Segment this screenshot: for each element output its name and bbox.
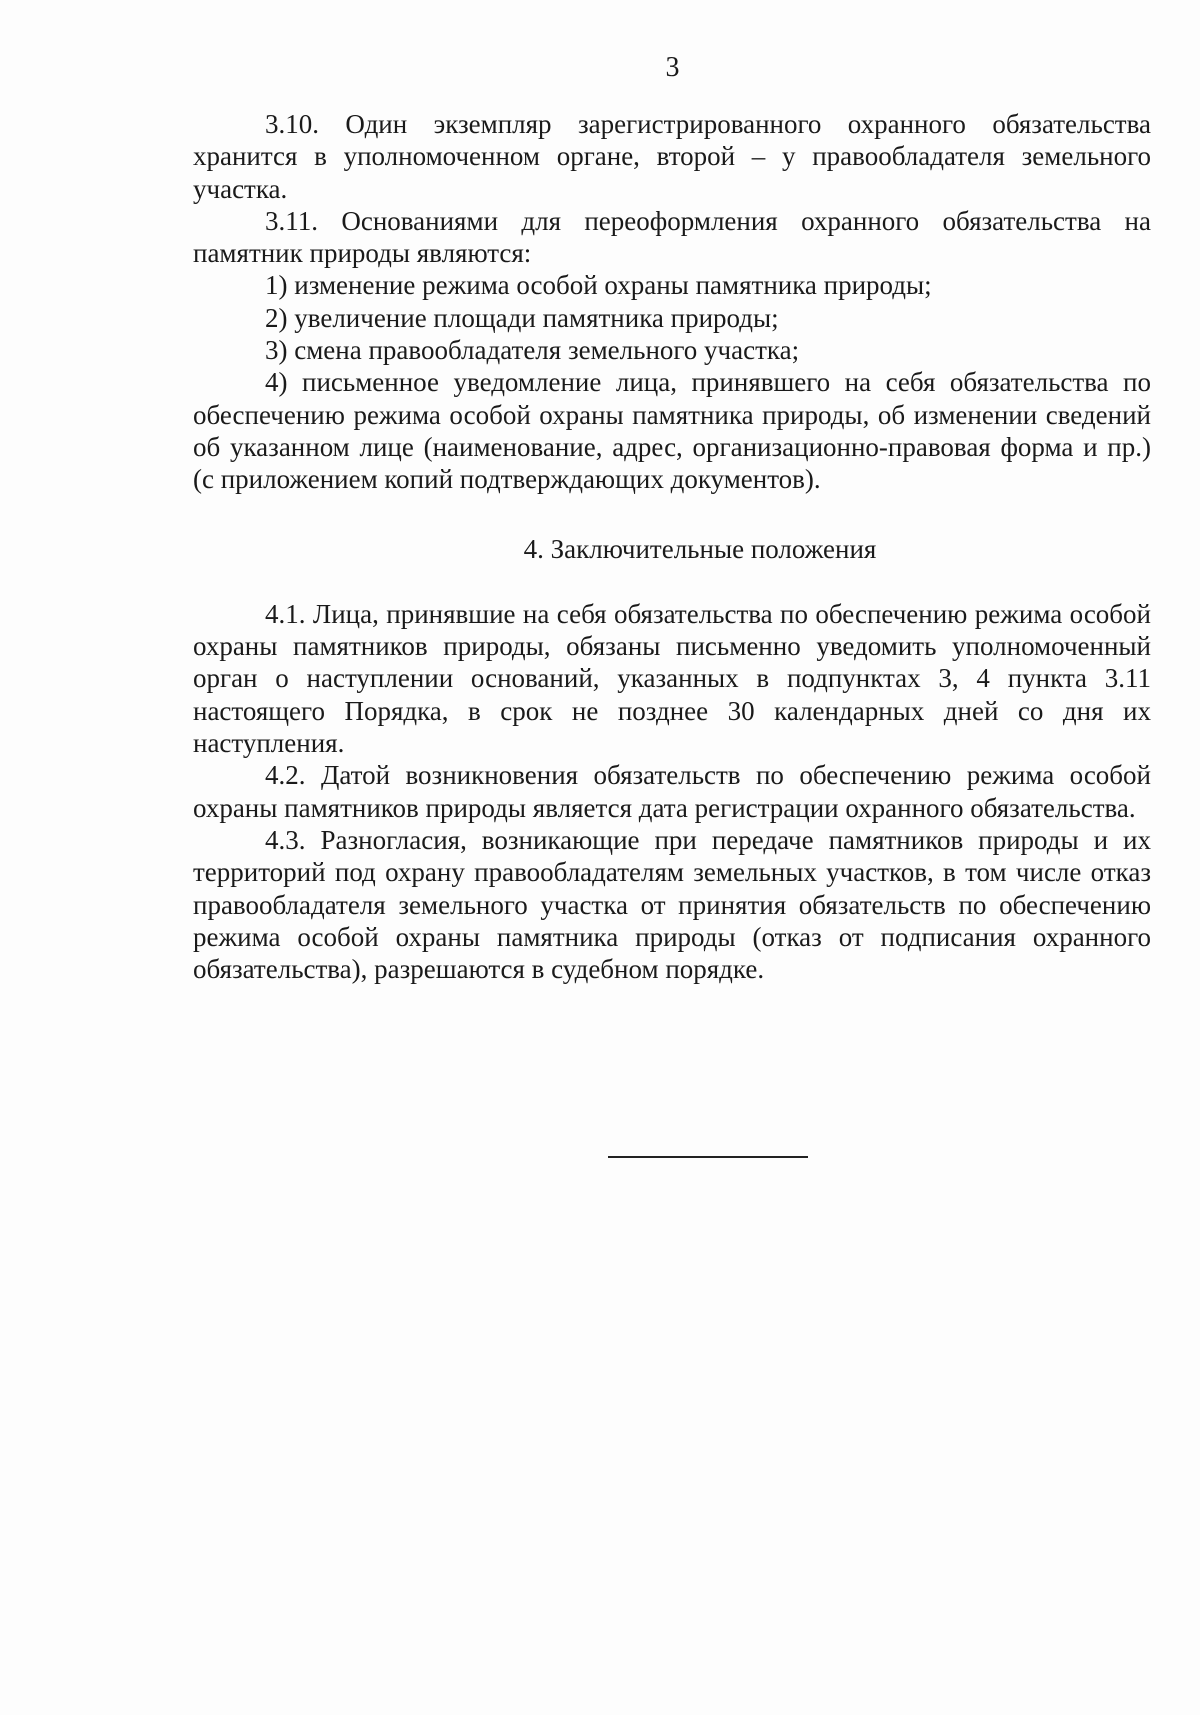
paragraph-4-3: 4.3. Разногласия, возникающие при передаче памятников природы и их территорий под охрану правообладателям земельных участков, в том числе отказ правообладателя земельного участка от принятия обязательств по обеспечению режима особой охраны памятника природы (отказ от подписания охранного обязательства), разрешаются в судебном порядке. <box>193 824 1151 985</box>
end-separator-line <box>608 1156 808 1158</box>
list-item: 3) смена правообладателя земельного участка; <box>265 335 800 366</box>
list-item: 4) письменное уведомление лица, принявшего на себя обязательства по обеспечению режима особой охраны памятника природы, об изменении сведений об указанном лице (наименование, адрес, организационно-правовая форма и пр.) (с приложением копий подтверждающих документов). <box>193 367 1151 495</box>
paragraph-4-1: 4.1. Лица, принявшие на себя обязательства по обеспечению режима особой охраны памятников природы, обязаны письменно уведомить уполномоченный орган о наступлении оснований, указанных в подпунктах 3, 4 пункта 3.11 настоящего Порядка, в срок не позднее 30 календарных дней со дня их наступления. <box>193 598 1151 759</box>
paragraph-3-10: 3.10. Один экземпляр зарегистрированного охранного обязательства хранится в уполномоченном органе, второй – у правообладателя земельного участка. <box>193 109 1151 204</box>
section-heading: 4. Заключительные положения <box>523 533 877 564</box>
list-item: 2) увеличение площади памятника природы; <box>265 302 779 333</box>
paragraph-4-2: 4.2. Датой возникновения обязательств по обеспечению режима особой охраны памятников природы является дата регистрации охранного обязательства. <box>193 760 1151 823</box>
list-item: 1) изменение режима особой охраны памятника природы; <box>265 270 932 301</box>
paragraph-3-11: 3.11. Основаниями для переоформления охранного обязательства на памятник природы являются: <box>193 205 1151 269</box>
document-body <box>193 108 1151 985</box>
page-number: 3 <box>665 52 680 83</box>
